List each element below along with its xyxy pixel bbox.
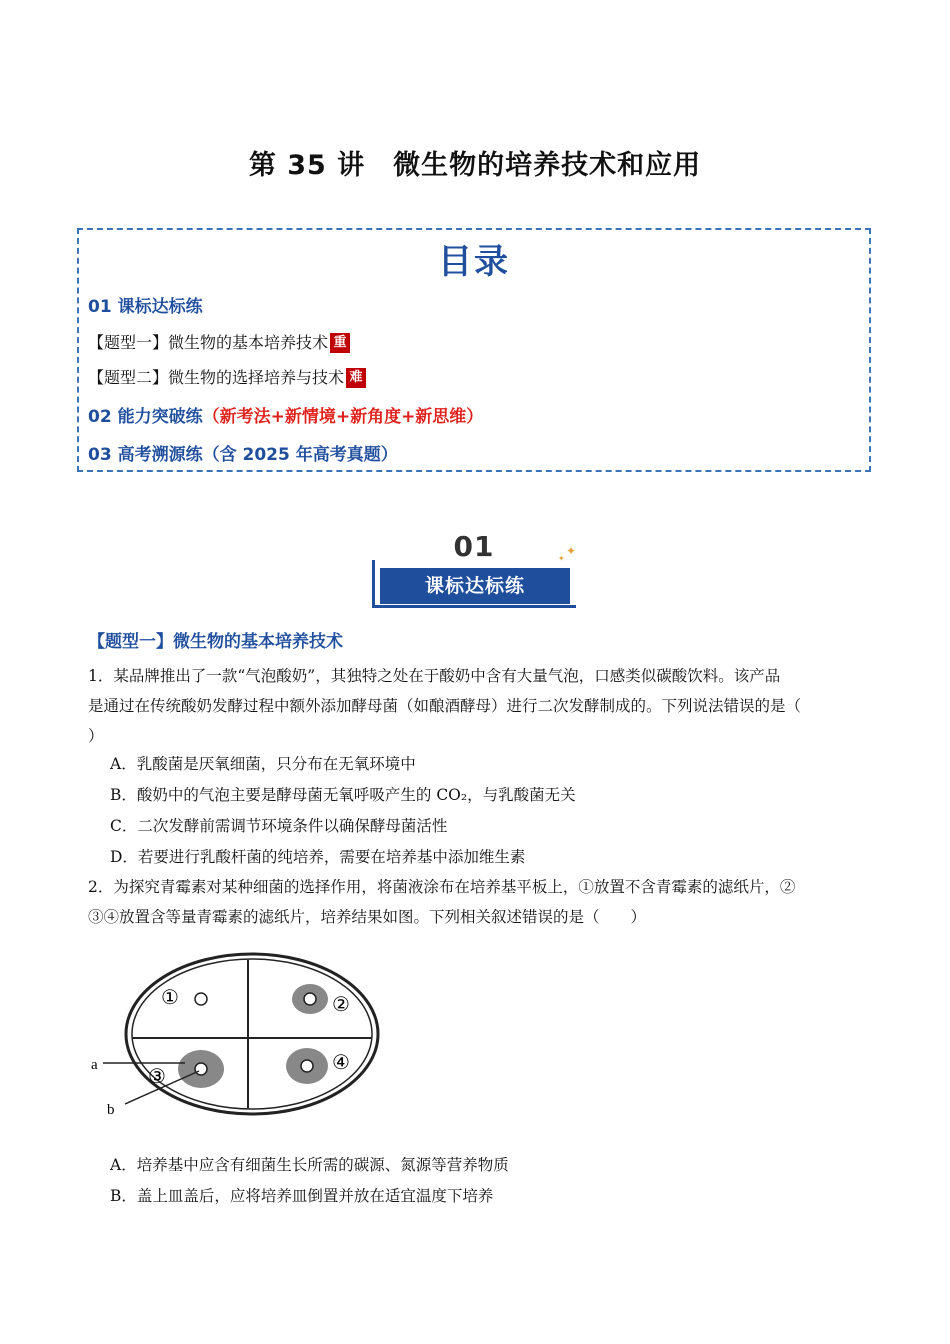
- question-1-line-1: 1．某品牌推出了一款“气泡酸奶”，其独特之处在于酸奶中含有大量气泡，口感类似碳酸饮料。该产品: [88, 667, 781, 685]
- question-1-stem: [88, 661, 860, 751]
- toc-item-1[interactable]: [88, 330, 350, 353]
- table-of-contents: [77, 228, 871, 472]
- question-2-line-2: ③④放置含等量青霉素的滤纸片，培养结果如图。下列相关叙述错误的是（ ）: [88, 908, 647, 926]
- toc-section-1-label: 01 课标达标练: [88, 297, 203, 317]
- filter-paper-2: [304, 993, 316, 1005]
- label-4: ④: [332, 1050, 350, 1074]
- filter-paper-4: [301, 1060, 313, 1072]
- toc-section-2-subtitle: （新考法+新情境+新角度+新思维）: [202, 407, 484, 427]
- label-2: ②: [332, 992, 350, 1016]
- label-a: a: [91, 1057, 98, 1073]
- key-tag: 重: [330, 333, 350, 353]
- difficult-tag: 难: [346, 368, 366, 388]
- label-1: ①: [161, 985, 179, 1009]
- sparkle-small-icon: ✦: [558, 554, 565, 563]
- toc-section-1[interactable]: [88, 292, 203, 317]
- question-1-option-d[interactable]: D．若要进行乳酸杆菌的纯培养，需要在培养基中添加维生素: [110, 848, 526, 866]
- toc-section-3[interactable]: [88, 440, 398, 465]
- toc-item-2[interactable]: [88, 365, 366, 388]
- question-2-stem: [88, 872, 860, 932]
- filter-paper-3: [195, 1063, 207, 1075]
- question-1-option-c[interactable]: C．二次发酵前需调节环境条件以确保酵母菌活性: [110, 817, 448, 835]
- question-1-option-a[interactable]: A．乳酸菌是厌氧细菌，只分布在无氧环境中: [110, 755, 416, 773]
- label-3: ③: [148, 1064, 166, 1088]
- toc-item-2-label: 【题型二】微生物的选择培养与技术: [88, 368, 345, 387]
- toc-section-3-subtitle: （含 2025 年高考真题）: [202, 445, 398, 465]
- toc-section-3-label: 03 高考溯源练: [88, 445, 203, 465]
- question-type-heading: 【题型一】微生物的基本培养技术: [88, 632, 343, 652]
- page-title: 第 35 讲 微生物的培养技术和应用: [248, 150, 702, 181]
- question-1-option-b[interactable]: B．酸奶中的气泡主要是酵母菌无氧呼吸产生的 CO₂，与乳酸菌无关: [110, 786, 576, 804]
- question-2-option-b[interactable]: B．盖上皿盖后，应将培养皿倒置并放在适宜温度下培养: [110, 1187, 494, 1205]
- question-1-line-3: ）: [88, 727, 104, 745]
- question-1-line-2: 是通过在传统酸奶发酵过程中额外添加酵母菌（如酿酒酵母）进行二次发酵制成的。下列说法错误的是（: [88, 697, 802, 715]
- toc-section-2-label: 02 能力突破练: [88, 407, 203, 427]
- question-2-line-1: 2．为探究青霉素对某种细菌的选择作用，将菌液涂布在培养基平板上，①放置不含青霉素的滤纸片，②: [88, 878, 796, 896]
- filter-paper-1: [195, 993, 207, 1005]
- petri-dish-figure: [85, 938, 395, 1118]
- petri-dish-outer-ring: [126, 954, 378, 1114]
- question-2-option-a[interactable]: A．培养基中应含有细菌生长所需的碳源、氮源等营养物质: [110, 1156, 509, 1174]
- toc-item-1-label: 【题型一】微生物的基本培养技术: [88, 333, 329, 352]
- banner-label: 课标达标练: [380, 568, 570, 604]
- section-banner: [372, 530, 580, 612]
- banner-number: 01: [453, 530, 495, 563]
- toc-section-2[interactable]: [88, 402, 483, 427]
- toc-heading: 目录: [438, 242, 510, 282]
- label-b: b: [107, 1102, 115, 1118]
- sparkle-icon: ✦: [566, 544, 577, 558]
